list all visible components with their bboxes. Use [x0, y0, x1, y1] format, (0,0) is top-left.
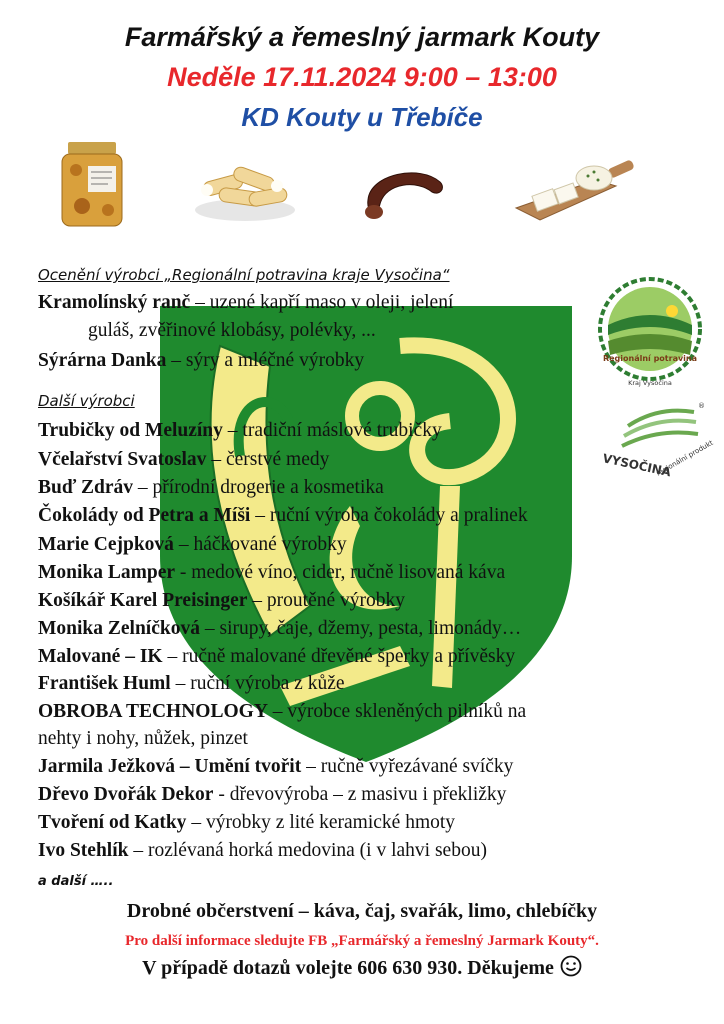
- honey-jar-image: [54, 140, 130, 230]
- and-more-text: a další …..: [38, 874, 114, 889]
- vendor-name: OBROBA TECHNOLOGY: [38, 701, 268, 722]
- event-venue: KD Kouty u Třebíče: [241, 102, 483, 132]
- vendor-line: [38, 673, 345, 695]
- vendor-name: Dřevo Dvořák Dekor: [38, 784, 214, 805]
- vendor-desc: – uzené kapří maso v oleji, jelení: [190, 292, 454, 313]
- vendor-desc: – sýry a mléčné výrobky: [166, 350, 365, 371]
- vendor-line: [38, 756, 513, 778]
- vendor-desc: – ručně malované dřevěné šperky a přívěsky: [162, 646, 516, 667]
- vendor-line: [38, 590, 405, 612]
- vendor-line: [38, 618, 521, 640]
- regionalni-potravina-logo: [594, 275, 706, 393]
- vendor-line: [38, 701, 526, 723]
- regional-logo-text: Regionální potravina: [602, 354, 698, 363]
- vendor-line: [38, 449, 329, 471]
- vendor-line-cont: nehty i nohy, nůžek, pinzet: [38, 728, 248, 749]
- vendor-line: [38, 534, 347, 556]
- vendor-name: Včelařství Svatoslav: [38, 449, 207, 470]
- vendor-line: [38, 646, 515, 668]
- vendor-desc: – proutěné výrobky: [247, 590, 406, 611]
- contact-text: V případě dotazů volejte 606 630 930. Děkujeme: [142, 957, 554, 979]
- vendor-line: [38, 420, 442, 442]
- awarded-heading: Ocenění výrobci „Regionální potravina kraje Vysočina“: [38, 266, 450, 284]
- vysocina-logo-text: VYSOČINA: [601, 451, 673, 480]
- vendor-desc: - dřevovýroba – z masivu i překližky: [213, 784, 507, 805]
- smiley-icon: [560, 955, 582, 977]
- vendor-name: František Huml: [38, 673, 171, 694]
- vendor-line: [38, 562, 505, 584]
- facebook-info-text: Pro další informace sledujte FB „Farmářský a řemeslný Jarmark Kouty“.: [125, 933, 599, 949]
- vendor-desc: – rozlévaná horká medovina (i v lahvi sebou): [128, 840, 487, 861]
- vendor-name: Monika Lamper: [38, 562, 176, 583]
- vendor-line: [38, 292, 453, 314]
- refreshments-text: Drobné občerstvení – káva, čaj, svařák, limo, chlebíčky: [126, 900, 598, 922]
- vendor-desc: - medové víno, cider, ručně lisovaná káva: [175, 562, 506, 583]
- vendor-line: [38, 840, 487, 862]
- vendor-desc: – výrobky z lité keramické hmoty: [186, 812, 456, 833]
- vendor-name: Jarmila Ježková – Umění tvořit: [38, 756, 302, 777]
- event-title: Farmářský a řemeslný jarmark Kouty: [124, 22, 600, 52]
- vendor-name: Čokolády od Petra a Míši: [38, 505, 251, 526]
- vendor-name: Malované – IK: [38, 646, 163, 667]
- registered-mark: ®: [698, 402, 705, 410]
- vendor-desc: – čerstvé medy: [206, 449, 330, 470]
- vendor-desc: – háčkované výrobky: [173, 534, 347, 555]
- vendor-name: Trubičky od Meluzíny: [38, 420, 223, 441]
- vendor-name: Košíkář Karel Preisinger: [38, 590, 248, 611]
- vendor-desc: – tradiční máslové trubičky: [222, 420, 442, 441]
- vendor-line: [38, 477, 384, 499]
- vendor-line-cont: guláš, zvěřinové klobásy, polévky, ...: [88, 320, 376, 341]
- regional-logo-sub: Kraj Vysočina: [628, 379, 672, 387]
- vendor-desc: – ruční výroba čokolády a pralinek: [250, 505, 528, 526]
- vendor-line: [38, 784, 506, 806]
- vysocina-regional-product-logo: [598, 396, 715, 492]
- vendor-desc: – přírodní drogerie a kosmetika: [133, 477, 384, 498]
- vendor-desc: – výrobce skleněných pilníků na: [267, 701, 527, 722]
- vendor-line: [38, 812, 455, 834]
- vysocina-logo-sub: regionální produkt: [655, 438, 715, 478]
- vendor-name: Buď Zdráv: [38, 477, 134, 498]
- sausage-image: [360, 160, 450, 226]
- vendor-name: Tvoření od Katky: [38, 812, 187, 833]
- vendor-name: Ivo Stehlík: [38, 840, 129, 861]
- vendor-desc: – ruční výroba z kůže: [170, 673, 345, 694]
- vendor-name: Marie Cejpková: [38, 534, 174, 555]
- event-date: Neděle 17.11.2024 9:00 – 13:00: [167, 62, 557, 92]
- other-vendors-heading: Další výrobci: [38, 392, 135, 410]
- vendor-line: [38, 505, 528, 527]
- vendor-desc: – ručně vyřezávané svíčky: [301, 756, 514, 777]
- cream-rolls-image: [193, 160, 296, 222]
- vendor-name: Monika Zelníčková: [38, 618, 200, 639]
- vendor-desc: – sirupy, čaje, džemy, pesta, limonády…: [199, 618, 522, 639]
- vendor-line: [38, 350, 364, 372]
- vendor-name: Kramolínský ranč: [38, 292, 191, 313]
- vendor-name: Sýrárna Danka: [38, 350, 167, 371]
- contact-line: [0, 955, 724, 980]
- cheese-board-image: [512, 158, 636, 228]
